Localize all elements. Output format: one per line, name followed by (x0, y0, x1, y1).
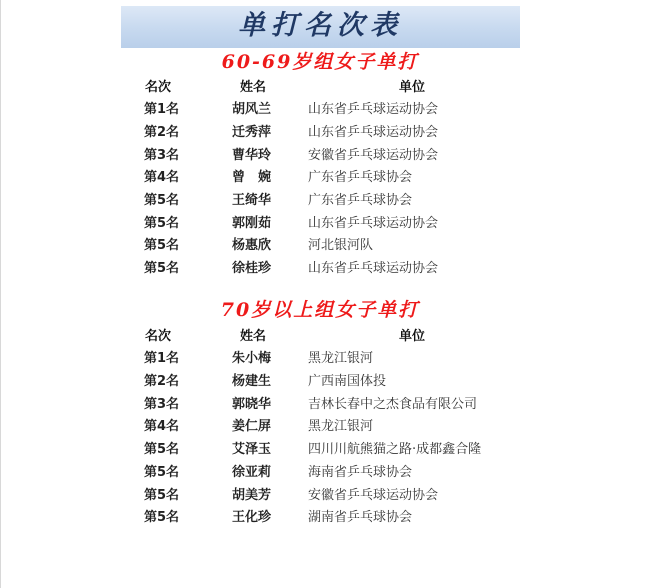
unit-cell: 广东省乒乓球协会 (308, 193, 413, 208)
unit-cell: 黑龙江银河 (308, 419, 374, 434)
header-rank: 名次 (145, 80, 172, 95)
name-cell: 朱小梅 (232, 351, 272, 366)
name-cell: 王绮华 (232, 193, 272, 208)
table-row (0, 507, 671, 529)
unit-cell: 河北银河队 (308, 238, 374, 253)
rank-cell: 第5名 (144, 442, 180, 457)
table-row (0, 462, 671, 484)
unit-cell: 广西南国体投 (308, 374, 387, 389)
rank-cell: 第2名 (144, 125, 180, 140)
unit-cell: 山东省乒乓球运动协会 (308, 261, 439, 276)
rank-cell: 第5名 (144, 261, 180, 276)
table-row (0, 485, 671, 507)
rank-cell: 第5名 (144, 465, 180, 480)
rank-cell: 第3名 (144, 148, 180, 163)
unit-cell: 山东省乒乓球运动协会 (308, 102, 439, 117)
table-row (0, 371, 671, 393)
section-title: 60-69岁组女子单打 (221, 51, 419, 73)
table-row (0, 213, 671, 235)
rank-cell: 第3名 (144, 397, 180, 412)
rank-cell: 第2名 (144, 374, 180, 389)
rank-cell: 第5名 (144, 488, 180, 503)
table-row (0, 348, 671, 370)
unit-cell: 山东省乒乓球运动协会 (308, 125, 439, 140)
table-row (0, 258, 671, 280)
unit-cell: 吉林长春中之杰食品有限公司 (308, 397, 478, 412)
name-cell: 王化珍 (232, 510, 272, 525)
table-row (0, 145, 671, 167)
unit-cell: 安徽省乒乓球运动协会 (308, 148, 439, 163)
table-row (0, 394, 671, 416)
table-row (0, 235, 671, 257)
rank-cell: 第5名 (144, 216, 180, 231)
header-unit: 单位 (399, 329, 426, 344)
name-cell: 郭晓华 (232, 397, 272, 412)
table-row (0, 167, 671, 189)
name-cell: 曾 婉 (232, 170, 272, 185)
name-cell: 杨建生 (232, 374, 272, 389)
table-row (0, 190, 671, 212)
name-cell: 杨惠欣 (232, 238, 272, 253)
rank-cell: 第5名 (144, 193, 180, 208)
unit-cell: 湖南省乒乓球协会 (308, 510, 413, 525)
name-cell: 姜仁屏 (232, 419, 272, 434)
table-header (0, 326, 671, 348)
unit-cell: 海南省乒乓球协会 (308, 465, 413, 480)
unit-cell: 安徽省乒乓球运动协会 (308, 488, 439, 503)
name-cell: 徐桂珍 (232, 261, 272, 276)
header-unit: 单位 (399, 80, 426, 95)
name-cell: 胡美芳 (232, 488, 272, 503)
name-cell: 艾泽玉 (232, 442, 272, 457)
unit-cell: 广东省乒乓球协会 (308, 170, 413, 185)
rank-cell: 第5名 (144, 238, 180, 253)
table-row (0, 99, 671, 121)
section-title: 70岁以上组女子单打 (220, 299, 420, 321)
table-row (0, 416, 671, 438)
table-row (0, 122, 671, 144)
table-row (0, 439, 671, 461)
page-title: 单打名次表 (121, 6, 520, 48)
header-name: 姓名 (240, 329, 267, 344)
name-cell: 迁秀萍 (232, 125, 272, 140)
rank-cell: 第1名 (144, 102, 180, 117)
name-cell: 徐亚莉 (232, 465, 272, 480)
header-name: 姓名 (240, 80, 267, 95)
table-header (0, 77, 671, 99)
unit-cell: 黑龙江银河 (308, 351, 374, 366)
unit-cell: 山东省乒乓球运动协会 (308, 216, 439, 231)
unit-cell: 四川川航熊猫之路·成都鑫合隆 (308, 442, 482, 457)
rank-cell: 第4名 (144, 170, 180, 185)
name-cell: 胡风兰 (232, 102, 272, 117)
rank-cell: 第5名 (144, 510, 180, 525)
name-cell: 曹华玲 (232, 148, 272, 163)
header-rank: 名次 (145, 329, 172, 344)
rank-cell: 第4名 (144, 419, 180, 434)
name-cell: 郭刚茹 (232, 216, 272, 231)
rank-cell: 第1名 (144, 351, 180, 366)
